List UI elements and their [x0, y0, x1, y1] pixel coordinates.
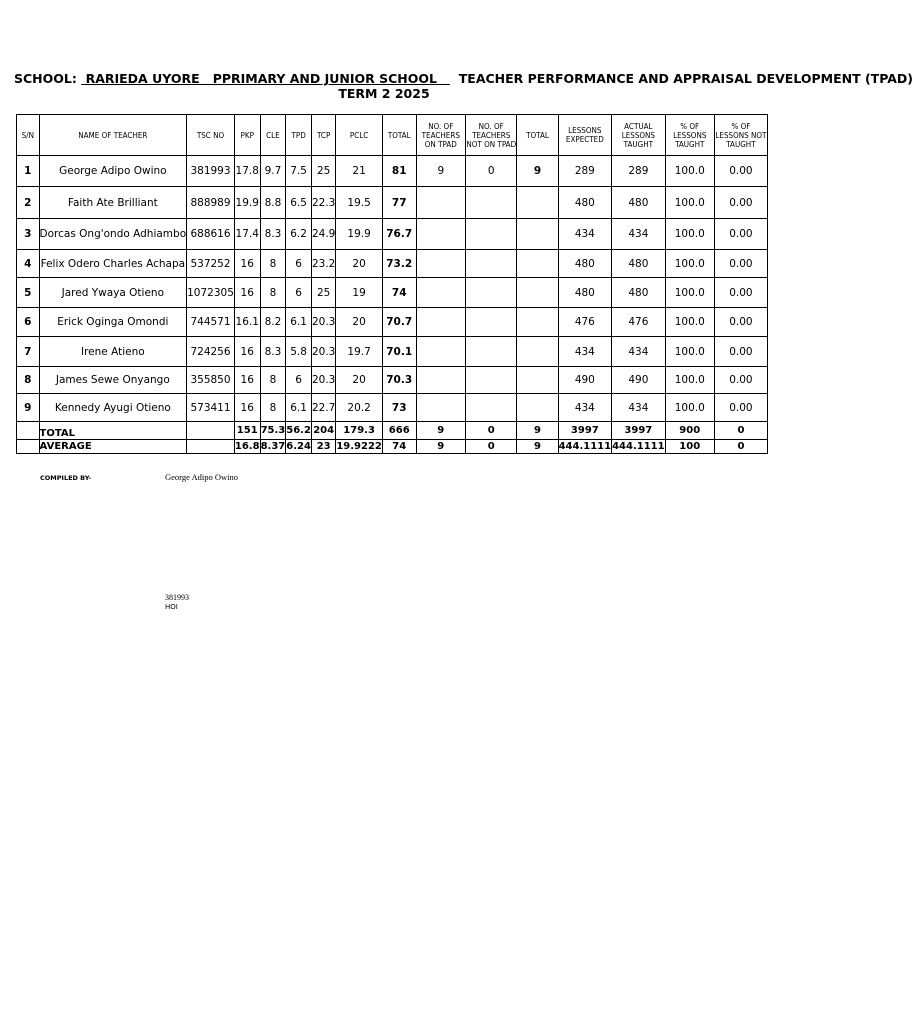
- total-score: 70.3: [382, 367, 416, 394]
- report-title: [14, 71, 913, 101]
- teacher-count-total: 9: [517, 156, 558, 187]
- pct-lessons-not-taught: 0.00: [714, 367, 767, 394]
- pkp-score: 16: [234, 394, 260, 422]
- not-on-tpad-count: [466, 308, 517, 337]
- lessons-expected: 434: [558, 219, 612, 250]
- averages-tcp: 23: [311, 440, 335, 454]
- pkp-score: 17.8: [234, 156, 260, 187]
- pct-lessons-taught: 100.0: [665, 187, 714, 219]
- pct-lessons-not-taught: 0.00: [714, 219, 767, 250]
- not-on-tpad-count: [466, 187, 517, 219]
- pkp-score: 19.9: [234, 187, 260, 219]
- lessons-taught: 476: [612, 308, 666, 337]
- pct-lessons-not-taught: 0.00: [714, 278, 767, 308]
- tpd-score: 6.1: [286, 308, 312, 337]
- lessons-taught: 434: [612, 394, 666, 422]
- on-tpad-count: [416, 337, 465, 367]
- averages-cle: 8.37: [260, 441, 286, 452]
- column-header: TPD: [286, 115, 312, 156]
- pkp-score: 17.4: [234, 219, 260, 250]
- pkp-score: 16: [234, 367, 260, 394]
- title-line-1: [14, 71, 913, 86]
- lessons-taught: 434: [612, 337, 666, 367]
- tpd-score: 7.5: [286, 156, 312, 187]
- on-tpad-count: 9: [416, 156, 465, 187]
- column-header: PKP: [234, 115, 260, 156]
- teacher-name: Irene Atieno: [39, 337, 187, 367]
- column-header: NO. OF TEACHERS NOT ON TPAD: [466, 115, 517, 156]
- teacher-name: Kennedy Ayugi Otieno: [39, 394, 187, 422]
- pclc-score: 20: [336, 308, 383, 337]
- pct-lessons-taught: 100.0: [665, 278, 714, 308]
- compiled-by-label: COMPILED BY-: [40, 474, 92, 482]
- teacher-count-total: [517, 394, 558, 422]
- column-header: ACTUAL LESSONS TAUGHT: [612, 115, 666, 156]
- pct-lessons-taught: 100.0: [665, 308, 714, 337]
- averages-total: 74: [382, 440, 416, 454]
- total-score: 73.2: [382, 250, 416, 278]
- cle-score: 8: [260, 394, 286, 422]
- averages-pct-taught: 100: [665, 440, 714, 454]
- averages-tsc-cell: [187, 440, 235, 454]
- tsc-number: 355850: [187, 367, 235, 394]
- teacher-row: [17, 308, 768, 337]
- tpad-table: [16, 114, 768, 454]
- pkp-score: 16.1: [234, 308, 260, 337]
- teacher-name: James Sewe Onyango: [39, 367, 187, 394]
- lessons-taught: 434: [612, 219, 666, 250]
- tcp-score: 20.3: [311, 308, 335, 337]
- cle-score: 9.7: [260, 156, 286, 187]
- teacher-count-total: [517, 187, 558, 219]
- tpd-score: 6.2: [286, 219, 312, 250]
- row-sn: 4: [17, 250, 40, 278]
- column-header: NO. OF TEACHERS ON TPAD: [416, 115, 465, 156]
- pct-lessons-not-taught: 0.00: [714, 187, 767, 219]
- column-header: CLE: [260, 115, 286, 156]
- totals-pct-taught: 900: [665, 422, 714, 440]
- teacher-count-total: [517, 219, 558, 250]
- row-sn: 1: [17, 156, 40, 187]
- lessons-expected: 434: [558, 337, 612, 367]
- pct-lessons-taught: 100.0: [665, 367, 714, 394]
- teacher-row: [17, 367, 768, 394]
- teacher-row: [17, 394, 768, 422]
- column-header: S/N: [17, 115, 40, 156]
- tcp-score: 23.2: [311, 250, 335, 278]
- not-on-tpad-count: 0: [466, 156, 517, 187]
- report-name: TEACHER PERFORMANCE AND APPRAISAL DEVELOPMENT (TPAD): [450, 71, 913, 86]
- averages-pkp: 16.8: [234, 441, 260, 452]
- totals-on-tpad: 9: [416, 422, 465, 440]
- on-tpad-count: [416, 187, 465, 219]
- totals-tsc-cell: [187, 422, 235, 440]
- column-header: TCP: [311, 115, 335, 156]
- total-score: 81: [382, 156, 416, 187]
- pct-lessons-not-taught: 0.00: [714, 394, 767, 422]
- totals-total: 666: [382, 422, 416, 440]
- cle-score: 8: [260, 278, 286, 308]
- column-header: NAME OF TEACHER: [39, 115, 187, 156]
- pct-lessons-taught: 100.0: [665, 394, 714, 422]
- totals-label: TOTAL: [39, 422, 187, 440]
- averages-tpd: 6.24: [286, 441, 311, 452]
- row-sn: 9: [17, 394, 40, 422]
- pct-lessons-not-taught: 0.00: [714, 250, 767, 278]
- lessons-taught: 289: [612, 156, 666, 187]
- school-name: RARIEDA UYORE PPRIMARY AND JUNIOR SCHOOL: [81, 71, 451, 86]
- total-score: 73: [382, 394, 416, 422]
- averages-on-tpad: 9: [416, 440, 465, 454]
- teacher-count-total: [517, 337, 558, 367]
- not-on-tpad-count: [466, 394, 517, 422]
- pclc-score: 19.7: [336, 337, 383, 367]
- totals-sn-cell: [17, 422, 40, 440]
- on-tpad-count: [416, 278, 465, 308]
- pct-lessons-taught: 100.0: [665, 337, 714, 367]
- column-header: TOTAL: [517, 115, 558, 156]
- pclc-score: 20: [336, 250, 383, 278]
- averages-pclc: 19.9222: [336, 441, 382, 452]
- column-header: TSC NO: [187, 115, 235, 156]
- tsc-number: 573411: [187, 394, 235, 422]
- pct-lessons-taught: 100.0: [665, 219, 714, 250]
- row-sn: 6: [17, 308, 40, 337]
- total-score: 74: [382, 278, 416, 308]
- pct-lessons-not-taught: 0.00: [714, 308, 767, 337]
- pkp-score: 16: [234, 250, 260, 278]
- teacher-count-total: [517, 250, 558, 278]
- averages-pct-not: 0: [714, 440, 767, 454]
- tpd-score: 6.1: [286, 394, 312, 422]
- row-sn: 8: [17, 367, 40, 394]
- tpd-score: 6: [286, 367, 312, 394]
- lessons-expected: 490: [558, 367, 612, 394]
- not-on-tpad-count: [466, 367, 517, 394]
- pct-lessons-not-taught: 0.00: [714, 156, 767, 187]
- lessons-taught: 490: [612, 367, 666, 394]
- totals-pkp: 151: [234, 422, 260, 440]
- on-tpad-count: [416, 250, 465, 278]
- lessons-taught: 480: [612, 187, 666, 219]
- lessons-taught: 480: [612, 278, 666, 308]
- teacher-name: Faith Ate Brilliant: [39, 187, 187, 219]
- header-row: [17, 115, 768, 156]
- school-prefix: SCHOOL:: [14, 71, 82, 86]
- tcp-score: 20.3: [311, 367, 335, 394]
- teacher-count-total: [517, 308, 558, 337]
- totals-total2: 9: [517, 422, 558, 440]
- row-sn: 3: [17, 219, 40, 250]
- column-header: % OF LESSONS NOT TAUGHT: [714, 115, 767, 156]
- signatory-role: HOI: [165, 603, 178, 611]
- tsc-number: 1072305: [187, 278, 235, 308]
- pclc-score: 19.5: [336, 187, 383, 219]
- row-sn: 5: [17, 278, 40, 308]
- tcp-score: 25: [311, 278, 335, 308]
- tsc-number: 744571: [187, 308, 235, 337]
- teacher-name: George Adipo Owino: [39, 156, 187, 187]
- lessons-expected: 480: [558, 250, 612, 278]
- teacher-row: [17, 278, 768, 308]
- total-score: 70.7: [382, 308, 416, 337]
- pct-lessons-taught: 100.0: [665, 156, 714, 187]
- averages-taught: 444.1111: [612, 441, 665, 452]
- compiler-name: George Adipo Owino: [165, 472, 239, 482]
- pclc-score: 19.9: [336, 219, 383, 250]
- lessons-taught: 480: [612, 250, 666, 278]
- totals-expected: 3997: [558, 422, 612, 440]
- averages-sn-cell: [17, 440, 40, 454]
- signatory-number: 381993: [165, 593, 189, 602]
- pkp-score: 16: [234, 278, 260, 308]
- pkp-score: 16: [234, 337, 260, 367]
- tcp-score: 20.3: [311, 337, 335, 367]
- column-header: % OF LESSONS TAUGHT: [665, 115, 714, 156]
- totals-row: [17, 422, 768, 440]
- tcp-score: 25: [311, 156, 335, 187]
- teacher-name: Erick Oginga Omondi: [39, 308, 187, 337]
- pclc-score: 20: [336, 367, 383, 394]
- pct-lessons-not-taught: 0.00: [714, 337, 767, 367]
- cle-score: 8.8: [260, 187, 286, 219]
- cle-score: 8.3: [260, 219, 286, 250]
- total-score: 70.1: [382, 337, 416, 367]
- teacher-row: [17, 219, 768, 250]
- averages-not-on-tpad: 0: [466, 440, 517, 454]
- teacher-name: Felix Odero Charles Achapa: [39, 250, 187, 278]
- averages-total2: 9: [517, 440, 558, 454]
- on-tpad-count: [416, 367, 465, 394]
- not-on-tpad-count: [466, 278, 517, 308]
- column-header: TOTAL: [382, 115, 416, 156]
- row-sn: 7: [17, 337, 40, 367]
- column-header: PCLC: [336, 115, 383, 156]
- total-score: 76.7: [382, 219, 416, 250]
- on-tpad-count: [416, 308, 465, 337]
- lessons-expected: 476: [558, 308, 612, 337]
- totals-not-on-tpad: 0: [466, 422, 517, 440]
- totals-taught: 3997: [612, 422, 666, 440]
- tsc-number: 381993: [187, 156, 235, 187]
- not-on-tpad-count: [466, 219, 517, 250]
- averages-row: [17, 440, 768, 454]
- on-tpad-count: [416, 219, 465, 250]
- pclc-score: 20.2: [336, 394, 383, 422]
- on-tpad-count: [416, 394, 465, 422]
- tcp-score: 22.3: [311, 187, 335, 219]
- cle-score: 8: [260, 367, 286, 394]
- teacher-row: [17, 250, 768, 278]
- totals-pct-not: 0: [714, 422, 767, 440]
- not-on-tpad-count: [466, 250, 517, 278]
- tcp-score: 22.7: [311, 394, 335, 422]
- teacher-name: Jared Ywaya Otieno: [39, 278, 187, 308]
- tsc-number: 888989: [187, 187, 235, 219]
- lessons-expected: 289: [558, 156, 612, 187]
- tpd-score: 6.5: [286, 187, 312, 219]
- teacher-row: [17, 156, 768, 187]
- total-score: 77: [382, 187, 416, 219]
- pclc-score: 19: [336, 278, 383, 308]
- tpd-score: 5.8: [286, 337, 312, 367]
- term-label: TERM 2 2025: [338, 86, 430, 101]
- not-on-tpad-count: [466, 337, 517, 367]
- tcp-score: 24.9: [311, 219, 335, 250]
- totals-tcp: 204: [311, 422, 335, 440]
- lessons-expected: 434: [558, 394, 612, 422]
- lessons-expected: 480: [558, 187, 612, 219]
- pct-lessons-taught: 100.0: [665, 250, 714, 278]
- teacher-count-total: [517, 278, 558, 308]
- cle-score: 8: [260, 250, 286, 278]
- tsc-number: 724256: [187, 337, 235, 367]
- tpd-score: 6: [286, 250, 312, 278]
- teacher-count-total: [517, 367, 558, 394]
- averages-label: AVERAGE: [39, 440, 187, 454]
- column-header: LESSONS EXPECTED: [558, 115, 612, 156]
- totals-tpd: 56.2: [286, 422, 312, 440]
- teacher-name: Dorcas Ong'ondo Adhiambo: [39, 219, 187, 250]
- tsc-number: 688616: [187, 219, 235, 250]
- totals-pclc: 179.3: [336, 422, 383, 440]
- teacher-row: [17, 187, 768, 219]
- averages-expected: 444.1111: [558, 441, 612, 452]
- teacher-row: [17, 337, 768, 367]
- tpd-score: 6: [286, 278, 312, 308]
- tsc-number: 537252: [187, 250, 235, 278]
- pclc-score: 21: [336, 156, 383, 187]
- cle-score: 8.2: [260, 308, 286, 337]
- row-sn: 2: [17, 187, 40, 219]
- totals-cle: 75.3: [260, 422, 286, 440]
- lessons-expected: 480: [558, 278, 612, 308]
- cle-score: 8.3: [260, 337, 286, 367]
